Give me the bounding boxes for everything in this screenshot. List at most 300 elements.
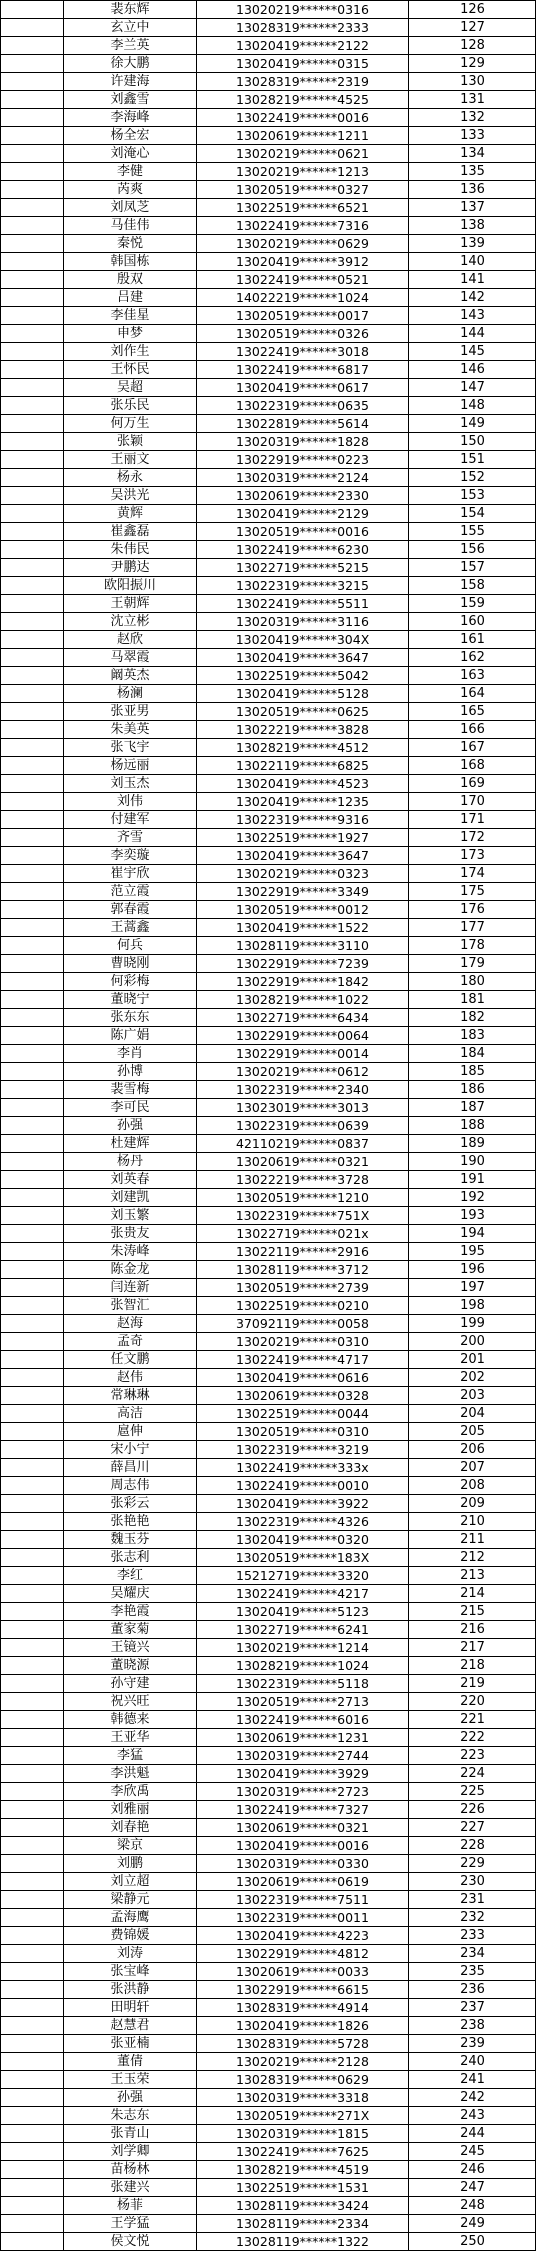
name-cell[interactable]: 崔鑫磊 <box>63 522 196 540</box>
id-number-cell[interactable]: 13022419******3018 <box>196 342 408 360</box>
sequence-cell[interactable]: 220 <box>408 1692 536 1710</box>
name-cell[interactable]: 孟奇 <box>63 1332 196 1350</box>
sequence-cell[interactable]: 164 <box>408 684 536 702</box>
name-cell[interactable]: 杨丹 <box>63 1152 196 1170</box>
id-number-cell[interactable]: 13020519******1210 <box>196 1188 408 1206</box>
sequence-cell[interactable]: 128 <box>408 36 536 54</box>
row-blank-cell[interactable] <box>0 972 63 990</box>
row-blank-cell[interactable] <box>0 2106 63 2124</box>
id-number-cell[interactable]: 13020519******0327 <box>196 180 408 198</box>
id-number-cell[interactable]: 13020419******3929 <box>196 1764 408 1782</box>
row-blank-cell[interactable] <box>0 1170 63 1188</box>
row-blank-cell[interactable] <box>0 900 63 918</box>
sequence-cell[interactable]: 235 <box>408 1962 536 1980</box>
id-number-cell[interactable]: 13028119******3712 <box>196 1260 408 1278</box>
row-blank-cell[interactable] <box>0 666 63 684</box>
id-number-cell[interactable]: 13022319******9316 <box>196 810 408 828</box>
name-cell[interactable]: 张青山 <box>63 2124 196 2142</box>
sequence-cell[interactable]: 215 <box>408 1602 536 1620</box>
sequence-cell[interactable]: 241 <box>408 2070 536 2088</box>
id-number-cell[interactable]: 13020419******0616 <box>196 1368 408 1386</box>
sequence-cell[interactable]: 233 <box>408 1926 536 1944</box>
name-cell[interactable]: 许建海 <box>63 72 196 90</box>
sequence-cell[interactable]: 199 <box>408 1314 536 1332</box>
name-cell[interactable]: 朱伟民 <box>63 540 196 558</box>
id-number-cell[interactable]: 13028119******2334 <box>196 2214 408 2232</box>
name-cell[interactable]: 沈立彬 <box>63 612 196 630</box>
id-number-cell[interactable]: 13020519******0310 <box>196 1422 408 1440</box>
sequence-cell[interactable]: 183 <box>408 1026 536 1044</box>
id-number-cell[interactable]: 13020619******0321 <box>196 1818 408 1836</box>
row-blank-cell[interactable] <box>0 162 63 180</box>
id-number-cell[interactable]: 13020219******0612 <box>196 1062 408 1080</box>
row-blank-cell[interactable] <box>0 2070 63 2088</box>
sequence-cell[interactable]: 219 <box>408 1674 536 1692</box>
id-number-cell[interactable]: 14022219******1024 <box>196 288 408 306</box>
name-cell[interactable]: 魏玉芬 <box>63 1530 196 1548</box>
id-number-cell[interactable]: 13028219******4525 <box>196 90 408 108</box>
id-number-cell[interactable]: 13022519******1927 <box>196 828 408 846</box>
name-cell[interactable]: 张颖 <box>63 432 196 450</box>
name-cell[interactable]: 孙强 <box>63 2088 196 2106</box>
name-cell[interactable]: 刘玉繁 <box>63 1206 196 1224</box>
id-number-cell[interactable]: 13020519******2739 <box>196 1278 408 1296</box>
row-blank-cell[interactable] <box>0 846 63 864</box>
name-cell[interactable]: 刘英春 <box>63 1170 196 1188</box>
sequence-cell[interactable]: 149 <box>408 414 536 432</box>
name-cell[interactable]: 殷双 <box>63 270 196 288</box>
row-blank-cell[interactable] <box>0 702 63 720</box>
row-blank-cell[interactable] <box>0 36 63 54</box>
id-number-cell[interactable]: 13022419******6016 <box>196 1710 408 1728</box>
id-number-cell[interactable]: 13022119******2916 <box>196 1242 408 1260</box>
id-number-cell[interactable]: 13020619******0321 <box>196 1152 408 1170</box>
name-cell[interactable]: 韩国栋 <box>63 252 196 270</box>
sequence-cell[interactable]: 174 <box>408 864 536 882</box>
sequence-cell[interactable]: 211 <box>408 1530 536 1548</box>
row-blank-cell[interactable] <box>0 954 63 972</box>
row-blank-cell[interactable] <box>0 720 63 738</box>
id-number-cell[interactable]: 13022319******3215 <box>196 576 408 594</box>
id-number-cell[interactable]: 13022819******5614 <box>196 414 408 432</box>
row-blank-cell[interactable] <box>0 990 63 1008</box>
sequence-cell[interactable]: 143 <box>408 306 536 324</box>
sequence-cell[interactable]: 231 <box>408 1890 536 1908</box>
name-cell[interactable]: 董晓源 <box>63 1656 196 1674</box>
sequence-cell[interactable]: 165 <box>408 702 536 720</box>
row-blank-cell[interactable] <box>0 270 63 288</box>
row-blank-cell[interactable] <box>0 1548 63 1566</box>
id-number-cell[interactable]: 13020519******0016 <box>196 522 408 540</box>
name-cell[interactable]: 宋小宁 <box>63 1440 196 1458</box>
sequence-cell[interactable]: 222 <box>408 1728 536 1746</box>
name-cell[interactable]: 秦悦 <box>63 234 196 252</box>
id-number-cell[interactable]: 13028119******3110 <box>196 936 408 954</box>
name-cell[interactable]: 刘淹心 <box>63 144 196 162</box>
row-blank-cell[interactable] <box>0 252 63 270</box>
row-blank-cell[interactable] <box>0 2034 63 2052</box>
sequence-cell[interactable]: 246 <box>408 2160 536 2178</box>
sequence-cell[interactable]: 180 <box>408 972 536 990</box>
name-cell[interactable]: 申梦 <box>63 324 196 342</box>
id-number-cell[interactable]: 13020619******0328 <box>196 1386 408 1404</box>
sequence-cell[interactable]: 150 <box>408 432 536 450</box>
sequence-cell[interactable]: 169 <box>408 774 536 792</box>
id-number-cell[interactable]: 13022919******0223 <box>196 450 408 468</box>
sequence-cell[interactable]: 240 <box>408 2052 536 2070</box>
row-blank-cell[interactable] <box>0 1206 63 1224</box>
name-cell[interactable]: 崔宇欣 <box>63 864 196 882</box>
name-cell[interactable]: 裴雪梅 <box>63 1080 196 1098</box>
name-cell[interactable]: 苗杨林 <box>63 2160 196 2178</box>
name-cell[interactable]: 李洪魁 <box>63 1764 196 1782</box>
sequence-cell[interactable]: 168 <box>408 756 536 774</box>
name-cell[interactable]: 李可民 <box>63 1098 196 1116</box>
name-cell[interactable]: 吴洪光 <box>63 486 196 504</box>
id-number-cell[interactable]: 13022419******0016 <box>196 108 408 126</box>
name-cell[interactable]: 刘玉杰 <box>63 774 196 792</box>
name-cell[interactable]: 张宝峰 <box>63 1962 196 1980</box>
sequence-cell[interactable]: 171 <box>408 810 536 828</box>
id-number-cell[interactable]: 13020419******1826 <box>196 2016 408 2034</box>
row-blank-cell[interactable] <box>0 486 63 504</box>
sequence-cell[interactable]: 177 <box>408 918 536 936</box>
row-blank-cell[interactable] <box>0 1332 63 1350</box>
row-blank-cell[interactable] <box>0 576 63 594</box>
sequence-cell[interactable]: 229 <box>408 1854 536 1872</box>
name-cell[interactable]: 张洪静 <box>63 1980 196 1998</box>
id-number-cell[interactable]: 13028319******2319 <box>196 72 408 90</box>
row-blank-cell[interactable] <box>0 1008 63 1026</box>
name-cell[interactable]: 费锦媛 <box>63 1926 196 1944</box>
row-blank-cell[interactable] <box>0 1908 63 1926</box>
sequence-cell[interactable]: 175 <box>408 882 536 900</box>
row-blank-cell[interactable] <box>0 1566 63 1584</box>
name-cell[interactable]: 王蒿鑫 <box>63 918 196 936</box>
id-number-cell[interactable]: 13020619******0033 <box>196 1962 408 1980</box>
row-blank-cell[interactable] <box>0 432 63 450</box>
sequence-cell[interactable]: 127 <box>408 18 536 36</box>
name-cell[interactable]: 刘鹏 <box>63 1854 196 1872</box>
id-number-cell[interactable]: 13020419******4223 <box>196 1926 408 1944</box>
name-cell[interactable]: 王玉荣 <box>63 2070 196 2088</box>
id-number-cell[interactable]: 13022319******751X <box>196 1206 408 1224</box>
row-blank-cell[interactable] <box>0 378 63 396</box>
id-number-cell[interactable]: 13022919******7239 <box>196 954 408 972</box>
sequence-cell[interactable]: 239 <box>408 2034 536 2052</box>
id-number-cell[interactable]: 13022419******333x <box>196 1458 408 1476</box>
name-cell[interactable]: 董家菊 <box>63 1620 196 1638</box>
row-blank-cell[interactable] <box>0 1080 63 1098</box>
id-number-cell[interactable]: 13022419******6230 <box>196 540 408 558</box>
id-number-cell[interactable]: 13020419******0315 <box>196 54 408 72</box>
sequence-cell[interactable]: 221 <box>408 1710 536 1728</box>
name-cell[interactable]: 赵欣 <box>63 630 196 648</box>
sequence-cell[interactable]: 131 <box>408 90 536 108</box>
name-cell[interactable]: 吕建 <box>63 288 196 306</box>
row-blank-cell[interactable] <box>0 360 63 378</box>
name-cell[interactable]: 韩德来 <box>63 1710 196 1728</box>
id-number-cell[interactable]: 13028319******5728 <box>196 2034 408 2052</box>
row-blank-cell[interactable] <box>0 594 63 612</box>
row-blank-cell[interactable] <box>0 1746 63 1764</box>
name-cell[interactable]: 李海峰 <box>63 108 196 126</box>
row-blank-cell[interactable] <box>0 1602 63 1620</box>
name-cell[interactable]: 欧阳振川 <box>63 576 196 594</box>
sequence-cell[interactable]: 226 <box>408 1800 536 1818</box>
sequence-cell[interactable]: 224 <box>408 1764 536 1782</box>
row-blank-cell[interactable] <box>0 306 63 324</box>
id-number-cell[interactable]: 13022219******3728 <box>196 1170 408 1188</box>
name-cell[interactable]: 薛昌川 <box>63 1458 196 1476</box>
id-number-cell[interactable]: 15212719******3320 <box>196 1566 408 1584</box>
name-cell[interactable]: 刘学卿 <box>63 2142 196 2160</box>
id-number-cell[interactable]: 13028319******4914 <box>196 1998 408 2016</box>
name-cell[interactable]: 侯文悦 <box>63 2232 196 2250</box>
row-blank-cell[interactable] <box>0 558 63 576</box>
row-blank-cell[interactable] <box>0 1404 63 1422</box>
name-cell[interactable]: 王镜兴 <box>63 1638 196 1656</box>
row-blank-cell[interactable] <box>0 1044 63 1062</box>
sequence-cell[interactable]: 193 <box>408 1206 536 1224</box>
id-number-cell[interactable]: 13020419******0617 <box>196 378 408 396</box>
sequence-cell[interactable]: 212 <box>408 1548 536 1566</box>
name-cell[interactable]: 梁静元 <box>63 1890 196 1908</box>
row-blank-cell[interactable] <box>0 2178 63 2196</box>
id-number-cell[interactable]: 13022419******0521 <box>196 270 408 288</box>
sequence-cell[interactable]: 208 <box>408 1476 536 1494</box>
sequence-cell[interactable]: 243 <box>408 2106 536 2124</box>
sequence-cell[interactable]: 141 <box>408 270 536 288</box>
row-blank-cell[interactable] <box>0 288 63 306</box>
name-cell[interactable]: 高洁 <box>63 1404 196 1422</box>
row-blank-cell[interactable] <box>0 774 63 792</box>
name-cell[interactable]: 吴超 <box>63 378 196 396</box>
row-blank-cell[interactable] <box>0 1620 63 1638</box>
id-number-cell[interactable]: 13020319******1815 <box>196 2124 408 2142</box>
sequence-cell[interactable]: 194 <box>408 1224 536 1242</box>
name-cell[interactable]: 何万生 <box>63 414 196 432</box>
sequence-cell[interactable]: 190 <box>408 1152 536 1170</box>
sequence-cell[interactable]: 130 <box>408 72 536 90</box>
name-cell[interactable]: 赵慧君 <box>63 2016 196 2034</box>
sequence-cell[interactable]: 152 <box>408 468 536 486</box>
id-number-cell[interactable]: 13020419******0016 <box>196 1836 408 1854</box>
name-cell[interactable]: 杨永 <box>63 468 196 486</box>
sequence-cell[interactable]: 206 <box>408 1440 536 1458</box>
row-blank-cell[interactable] <box>0 1116 63 1134</box>
name-cell[interactable]: 张志利 <box>63 1548 196 1566</box>
id-number-cell[interactable]: 13022319******5118 <box>196 1674 408 1692</box>
id-number-cell[interactable]: 13020519******0012 <box>196 900 408 918</box>
sequence-cell[interactable]: 227 <box>408 1818 536 1836</box>
row-blank-cell[interactable] <box>0 18 63 36</box>
id-number-cell[interactable]: 13020619******1211 <box>196 126 408 144</box>
sequence-cell[interactable]: 232 <box>408 1908 536 1926</box>
name-cell[interactable]: 吴耀庆 <box>63 1584 196 1602</box>
name-cell[interactable]: 常琳琳 <box>63 1386 196 1404</box>
id-number-cell[interactable]: 13022719******6434 <box>196 1008 408 1026</box>
id-number-cell[interactable]: 13022319******0635 <box>196 396 408 414</box>
sequence-cell[interactable]: 160 <box>408 612 536 630</box>
row-blank-cell[interactable] <box>0 1818 63 1836</box>
sequence-cell[interactable]: 145 <box>408 342 536 360</box>
row-blank-cell[interactable] <box>0 396 63 414</box>
id-number-cell[interactable]: 13020219******0629 <box>196 234 408 252</box>
id-number-cell[interactable]: 13022519******5042 <box>196 666 408 684</box>
sequence-cell[interactable]: 249 <box>408 2214 536 2232</box>
name-cell[interactable]: 刘鑫雪 <box>63 90 196 108</box>
id-number-cell[interactable]: 13022319******3219 <box>196 1440 408 1458</box>
id-number-cell[interactable]: 13020419******3647 <box>196 846 408 864</box>
row-blank-cell[interactable] <box>0 792 63 810</box>
name-cell[interactable]: 杨菲 <box>63 2196 196 2214</box>
row-blank-cell[interactable] <box>0 1854 63 1872</box>
name-cell[interactable]: 芮爽 <box>63 180 196 198</box>
sequence-cell[interactable]: 189 <box>408 1134 536 1152</box>
name-cell[interactable]: 张智汇 <box>63 1296 196 1314</box>
id-number-cell[interactable]: 13022919******0064 <box>196 1026 408 1044</box>
sequence-cell[interactable]: 203 <box>408 1386 536 1404</box>
name-cell[interactable]: 孙强 <box>63 1116 196 1134</box>
name-cell[interactable]: 尹鹏达 <box>63 558 196 576</box>
id-number-cell[interactable]: 13022719******021x <box>196 1224 408 1242</box>
name-cell[interactable]: 陈金龙 <box>63 1260 196 1278</box>
name-cell[interactable]: 范立霞 <box>63 882 196 900</box>
sequence-cell[interactable]: 144 <box>408 324 536 342</box>
row-blank-cell[interactable] <box>0 1728 63 1746</box>
name-cell[interactable]: 陈广娟 <box>63 1026 196 1044</box>
id-number-cell[interactable]: 13020319******2723 <box>196 1782 408 1800</box>
id-number-cell[interactable]: 13020319******2124 <box>196 468 408 486</box>
row-blank-cell[interactable] <box>0 936 63 954</box>
id-number-cell[interactable]: 13020519******0326 <box>196 324 408 342</box>
id-number-cell[interactable]: 42110219******0837 <box>196 1134 408 1152</box>
sequence-cell[interactable]: 133 <box>408 126 536 144</box>
name-cell[interactable]: 董倩 <box>63 2052 196 2070</box>
sequence-cell[interactable]: 126 <box>408 0 536 18</box>
id-number-cell[interactable]: 13028319******0629 <box>196 2070 408 2088</box>
id-number-cell[interactable]: 13020319******1828 <box>196 432 408 450</box>
row-blank-cell[interactable] <box>0 1494 63 1512</box>
id-number-cell[interactable]: 13020619******0619 <box>196 1872 408 1890</box>
row-blank-cell[interactable] <box>0 1800 63 1818</box>
sequence-cell[interactable]: 236 <box>408 1980 536 1998</box>
row-blank-cell[interactable] <box>0 2232 63 2250</box>
row-blank-cell[interactable] <box>0 1440 63 1458</box>
sequence-cell[interactable]: 244 <box>408 2124 536 2142</box>
sequence-cell[interactable]: 201 <box>408 1350 536 1368</box>
sequence-cell[interactable]: 230 <box>408 1872 536 1890</box>
row-blank-cell[interactable] <box>0 108 63 126</box>
row-blank-cell[interactable] <box>0 2196 63 2214</box>
name-cell[interactable]: 扈伸 <box>63 1422 196 1440</box>
id-number-cell[interactable]: 13022519******0210 <box>196 1296 408 1314</box>
name-cell[interactable]: 裴东辉 <box>63 0 196 18</box>
row-blank-cell[interactable] <box>0 648 63 666</box>
id-number-cell[interactable]: 13020419******3912 <box>196 252 408 270</box>
row-blank-cell[interactable] <box>0 234 63 252</box>
row-blank-cell[interactable] <box>0 1296 63 1314</box>
id-number-cell[interactable]: 13020519******2713 <box>196 1692 408 1710</box>
row-blank-cell[interactable] <box>0 2052 63 2070</box>
id-number-cell[interactable]: 13020219******2128 <box>196 2052 408 2070</box>
name-cell[interactable]: 祝兴旺 <box>63 1692 196 1710</box>
row-blank-cell[interactable] <box>0 522 63 540</box>
id-number-cell[interactable]: 13020419******2129 <box>196 504 408 522</box>
name-cell[interactable]: 周志伟 <box>63 1476 196 1494</box>
name-cell[interactable]: 杨远丽 <box>63 756 196 774</box>
row-blank-cell[interactable] <box>0 828 63 846</box>
id-number-cell[interactable]: 13022419******7316 <box>196 216 408 234</box>
id-number-cell[interactable]: 13020419******1235 <box>196 792 408 810</box>
row-blank-cell[interactable] <box>0 1188 63 1206</box>
row-blank-cell[interactable] <box>0 2088 63 2106</box>
sequence-cell[interactable]: 146 <box>408 360 536 378</box>
id-number-cell[interactable]: 13022419******4217 <box>196 1584 408 1602</box>
row-blank-cell[interactable] <box>0 1152 63 1170</box>
sequence-cell[interactable]: 178 <box>408 936 536 954</box>
sequence-cell[interactable]: 185 <box>408 1062 536 1080</box>
sequence-cell[interactable]: 138 <box>408 216 536 234</box>
id-number-cell[interactable]: 13020519******0017 <box>196 306 408 324</box>
id-number-cell[interactable]: 13022319******0639 <box>196 1116 408 1134</box>
sequence-cell[interactable]: 202 <box>408 1368 536 1386</box>
row-blank-cell[interactable] <box>0 504 63 522</box>
row-blank-cell[interactable] <box>0 1926 63 1944</box>
row-blank-cell[interactable] <box>0 1386 63 1404</box>
id-number-cell[interactable]: 13022119******6825 <box>196 756 408 774</box>
name-cell[interactable]: 黄辉 <box>63 504 196 522</box>
id-number-cell[interactable]: 13020419******5123 <box>196 1602 408 1620</box>
name-cell[interactable]: 李红 <box>63 1566 196 1584</box>
name-cell[interactable]: 朱美英 <box>63 720 196 738</box>
id-number-cell[interactable]: 13022719******6241 <box>196 1620 408 1638</box>
row-blank-cell[interactable] <box>0 450 63 468</box>
id-number-cell[interactable]: 13020419******3922 <box>196 1494 408 1512</box>
row-blank-cell[interactable] <box>0 1026 63 1044</box>
id-number-cell[interactable]: 13020219******0323 <box>196 864 408 882</box>
id-number-cell[interactable]: 13020319******0330 <box>196 1854 408 1872</box>
name-cell[interactable]: 马佳伟 <box>63 216 196 234</box>
row-blank-cell[interactable] <box>0 684 63 702</box>
sequence-cell[interactable]: 191 <box>408 1170 536 1188</box>
id-number-cell[interactable]: 13022419******0010 <box>196 1476 408 1494</box>
row-blank-cell[interactable] <box>0 2124 63 2142</box>
row-blank-cell[interactable] <box>0 1872 63 1890</box>
sequence-cell[interactable]: 207 <box>408 1458 536 1476</box>
id-number-cell[interactable]: 13020619******1231 <box>196 1728 408 1746</box>
sequence-cell[interactable]: 198 <box>408 1296 536 1314</box>
sequence-cell[interactable]: 137 <box>408 198 536 216</box>
row-blank-cell[interactable] <box>0 882 63 900</box>
row-blank-cell[interactable] <box>0 1260 63 1278</box>
sequence-cell[interactable]: 234 <box>408 1944 536 1962</box>
id-number-cell[interactable]: 13020219******0621 <box>196 144 408 162</box>
sequence-cell[interactable]: 129 <box>408 54 536 72</box>
sequence-cell[interactable]: 167 <box>408 738 536 756</box>
id-number-cell[interactable]: 13022419******5511 <box>196 594 408 612</box>
sequence-cell[interactable]: 200 <box>408 1332 536 1350</box>
sequence-cell[interactable]: 247 <box>408 2178 536 2196</box>
row-blank-cell[interactable] <box>0 2016 63 2034</box>
name-cell[interactable]: 刘伟 <box>63 792 196 810</box>
name-cell[interactable]: 梁京 <box>63 1836 196 1854</box>
sequence-cell[interactable]: 162 <box>408 648 536 666</box>
row-blank-cell[interactable] <box>0 1998 63 2016</box>
id-number-cell[interactable]: 13020619******2330 <box>196 486 408 504</box>
name-cell[interactable]: 杨全宏 <box>63 126 196 144</box>
